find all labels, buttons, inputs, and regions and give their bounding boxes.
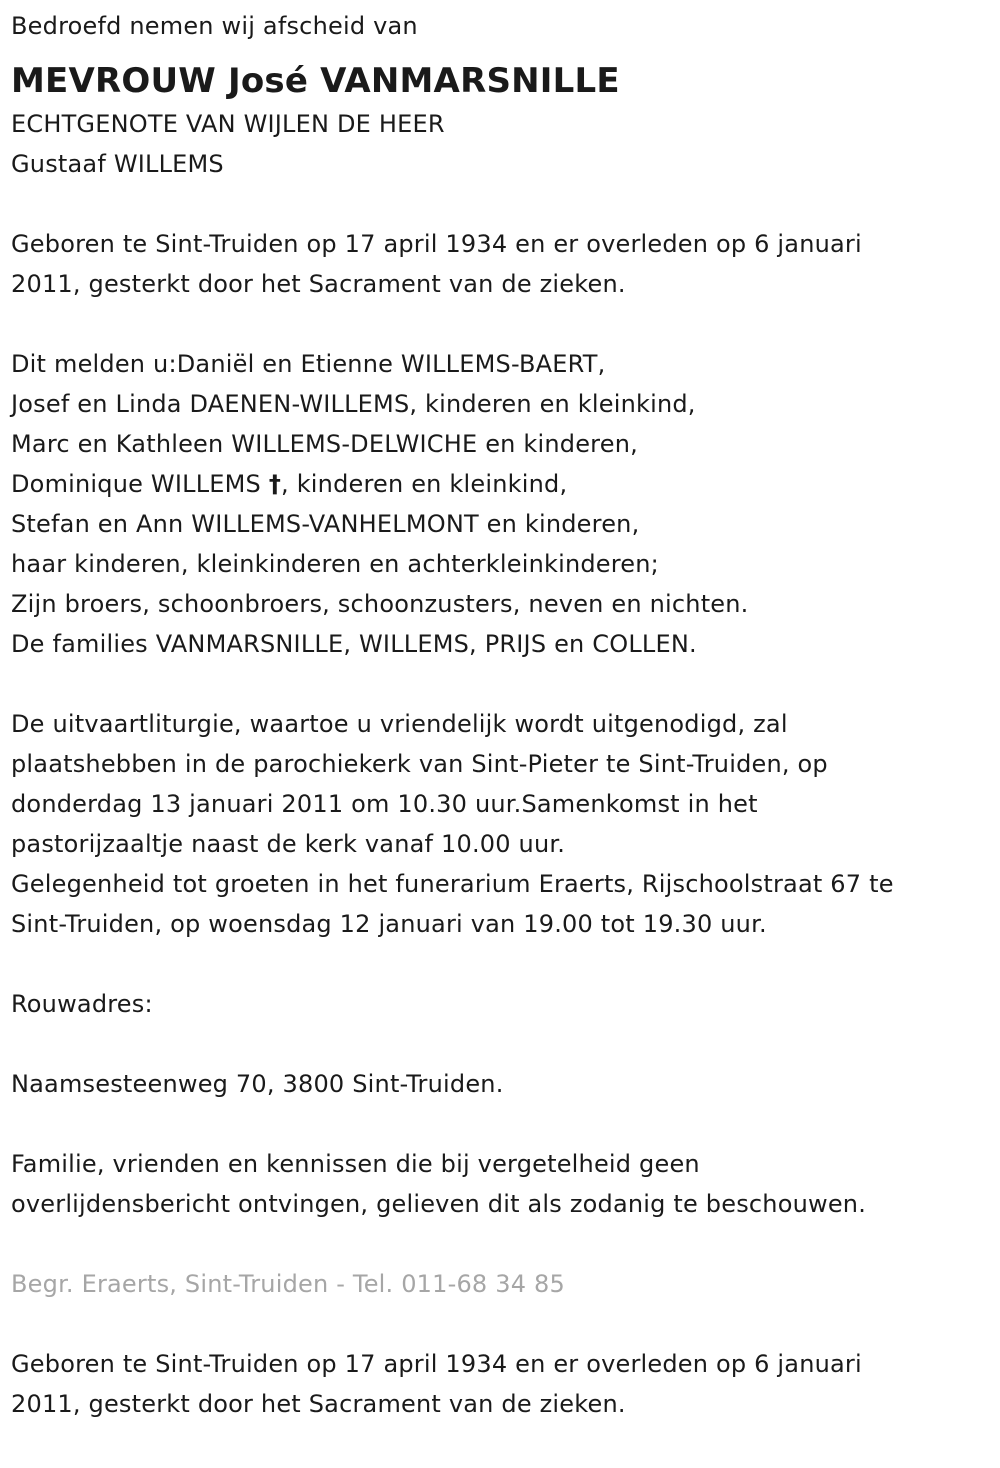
birth-text-line: Geboren te Sint-Truiden op 17 april 1934 en er overleden op 6 januari — [11, 230, 862, 258]
family-line: Josef en Linda DAENEN-WILLEMS, kinderen en kleinkind, — [11, 390, 696, 418]
family-line: De families VANMARSNILLE, WILLEMS, PRIJS en COLLEN. — [11, 630, 697, 658]
family-line: Marc en Kathleen WILLEMS-DELWICHE en kinderen, — [11, 430, 638, 458]
spacer — [11, 304, 989, 344]
funeral-line: donderdag 13 januari 2011 om 10.30 uur.Samenkomst in het — [11, 790, 758, 818]
funeral-line: Sint-Truiden, op woensdag 12 januari van 19.00 tot 19.30 uur. — [11, 910, 767, 938]
spacer — [11, 664, 989, 704]
family-line: Zijn broers, schoonbroers, schoonzusters, neven en nichten. — [11, 590, 749, 618]
family-line: Stefan en Ann WILLEMS-VANHELMONT en kinderen, — [11, 510, 640, 538]
funeral-line: pastorijzaaltje naast de kerk vanaf 10.00 uur. — [11, 830, 566, 858]
spouse-line: ECHTGENOTE VAN WIJLEN DE HEER — [11, 110, 445, 138]
address-text: Naamsesteenweg 70, 3800 Sint-Truiden. — [11, 1070, 504, 1098]
family-line: haar kinderen, kleinkinderen en achterkleinkinderen; — [11, 550, 659, 578]
spacer — [11, 184, 989, 224]
intro-text: Bedroefd nemen wij afscheid van — [11, 12, 418, 40]
cross-icon: † — [268, 470, 282, 498]
family-line-text: , kinderen en kleinkind, — [281, 470, 568, 498]
family-line — [11, 464, 989, 504]
deceased-name: MEVROUW José VANMARSNILLE — [11, 61, 620, 101]
spacer — [11, 1224, 989, 1264]
spacer — [11, 944, 989, 984]
birth-repeat-line: Geboren te Sint-Truiden op 17 april 1934 en er overleden op 6 januari — [11, 1350, 862, 1378]
funeral-line: De uitvaartliturgie, waartoe u vriendelijk wordt uitgenodigd, zal — [11, 710, 788, 738]
notice-line: Familie, vrienden en kennissen die bij vergetelheid geen — [11, 1150, 700, 1178]
funeral-line: Gelegenheid tot groeten in het funerarium Eraerts, Rijschoolstraat 67 te — [11, 870, 894, 898]
family-line: Dit melden u:Daniël en Etienne WILLEMS-BAERT, — [11, 350, 606, 378]
undertaker-info: Begr. Eraerts, Sint-Truiden - Tel. 011-68 34 85 — [11, 1270, 565, 1298]
notice-line: overlijdensbericht ontvingen, gelieven dit als zodanig te beschouwen. — [11, 1190, 867, 1218]
family-line-text: Dominique WILLEMS — [11, 470, 269, 498]
address-label: Rouwadres: — [11, 990, 153, 1018]
spouse-name: Gustaaf WILLEMS — [11, 150, 224, 178]
spacer — [11, 1304, 989, 1344]
spacer — [11, 1024, 989, 1064]
birth-repeat-line: 2011, gesterkt door het Sacrament van de zieken. — [11, 1390, 626, 1418]
birth-text-line: 2011, gesterkt door het Sacrament van de zieken. — [11, 270, 626, 298]
funeral-line: plaatshebben in de parochiekerk van Sint-Pieter te Sint-Truiden, op — [11, 750, 828, 778]
spacer — [11, 1104, 989, 1144]
